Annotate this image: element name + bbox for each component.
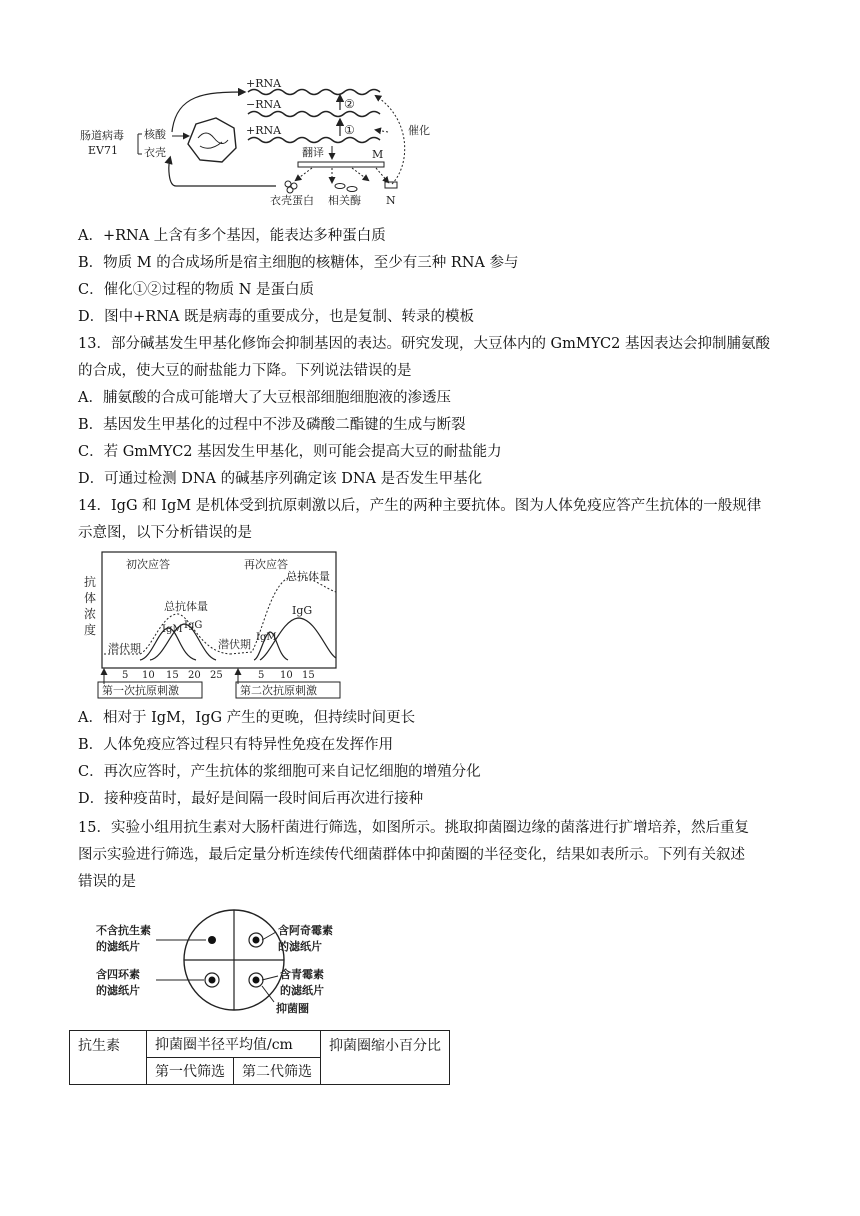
tick1-15: 15	[166, 670, 179, 681]
phase-secondary: 再次应答	[244, 558, 288, 571]
q14-stem-line1: 14．IgG 和 IgM 是机体受到抗原刺激以后，产生的两种主要抗体。图为人体免疫应答产生抗体的一般规律	[78, 498, 762, 514]
antibody-chart	[80, 548, 342, 700]
q13-option-a: A．脯氨酸的合成可能增大了大豆根部细胞细胞液的渗透压	[78, 390, 451, 406]
igg-label-1: IgG	[184, 620, 203, 631]
label-no-antibiotic-2: 的滤纸片	[96, 940, 140, 953]
label-minus-rna: −RNA	[246, 98, 282, 111]
label-capsid: 衣壳	[144, 146, 166, 159]
label-azithromycin-2: 的滤纸片	[278, 940, 322, 953]
label-enzyme: 相关酶	[328, 194, 361, 207]
virus-label-line1: 肠道病毒	[80, 129, 124, 142]
phase-primary: 初次应答	[126, 558, 170, 571]
stim-label-1: 第一次抗原刺激	[102, 684, 179, 697]
th-shrink: 抑菌圈缩小百分比	[321, 1031, 450, 1085]
q14-option-b: B．人体免疫应答过程只有特异性免疫在发挥作用	[78, 737, 394, 753]
tick1-20: 20	[188, 670, 201, 681]
disc-tetracycline	[209, 977, 216, 984]
q14-stem-line2: 示意图，以下分析错误的是	[78, 525, 252, 541]
q15-stem-line3: 错误的是	[78, 874, 136, 890]
ev71-diagram	[76, 74, 436, 214]
th-gen2: 第二代筛选	[234, 1058, 321, 1085]
ylabel-1: 抗	[84, 575, 97, 589]
igm-label-1: IgM	[162, 624, 183, 635]
ylabel-2: 体	[84, 591, 97, 605]
label-inhibition-zone: 抑菌圈	[276, 1002, 309, 1015]
stim-label-2: 第二次抗原刺激	[240, 684, 317, 697]
label-plus-rna-top: +RNA	[246, 77, 282, 90]
label-azithromycin-1: 含阿奇霉素	[278, 924, 333, 937]
rna-wave-mid	[248, 138, 380, 143]
q15-stem-line1: 15．实验小组用抗生素对大肠杆菌进行筛选，如图所示。挑取抑菌圈边缘的菌落进行扩增培养，然后重复	[78, 820, 749, 836]
label-penicillin-2: 的滤纸片	[280, 984, 324, 997]
q13-stem-line2: 的合成，使大豆的耐盐能力下降。下列说法错误的是	[78, 363, 412, 379]
tick1-25: 25	[210, 670, 223, 681]
label-tetracycline-2: 的滤纸片	[96, 984, 140, 997]
tick2-5: 5	[258, 670, 265, 681]
label-capsid-protein: 衣壳蛋白	[270, 194, 314, 207]
th-radius: 抑菌圈半径平均值/cm	[147, 1031, 321, 1058]
q12-option-b: B．物质 M 的合成场所是宿主细胞的核糖体，至少有三种 RNA 参与	[78, 255, 519, 271]
q15-stem-line2: 图示实验进行筛选，最后定量分析连续传代细菌群体中抑菌圈的半径变化，结果如表所示。下列有关叙述	[78, 847, 745, 863]
th-gen1: 第一代筛选	[147, 1058, 234, 1085]
label-tetracycline-1: 含四环素	[96, 968, 140, 981]
petri-dish-diagram	[94, 906, 364, 1018]
disc-no-antibiotic	[208, 936, 216, 944]
label-m: M	[372, 148, 384, 161]
q13-stem-line1: 13．部分碱基发生甲基化修饰会抑制基因的表达。研究发现，大豆体内的 GmMYC2 基因表达会抑制脯氨酸	[78, 336, 770, 352]
curve-igg-1	[150, 624, 216, 660]
q12-option-d: D．图中+RNA 既是病毒的重要成分，也是复制、转录的模板	[78, 309, 474, 325]
label-penicillin-1: 含青霉素	[280, 968, 324, 981]
q14-option-d: D．接种疫苗时，最好是间隔一段时间后再次进行接种	[78, 791, 424, 807]
disc-azithromycin	[253, 937, 260, 944]
step-1-label: ①	[344, 123, 355, 137]
q13-option-c: C．若 GmMYC2 基因发生甲基化，则可能会提高大豆的耐盐能力	[78, 444, 502, 460]
latent-label-1: 潜伏期	[108, 642, 141, 655]
virus-particle-icon	[188, 118, 236, 162]
q14-option-a: A．相对于 IgM，IgG 产生的更晚，但持续时间更长	[78, 710, 416, 726]
polypeptide-m	[298, 162, 384, 167]
label-n: N	[386, 194, 396, 207]
substance-n-icon	[385, 182, 397, 188]
disc-penicillin	[253, 977, 260, 984]
label-translate: 翻译	[302, 146, 324, 159]
igg-label-2: IgG	[292, 604, 313, 617]
tick2-15: 15	[302, 670, 315, 681]
total-label-1: 总抗体量	[164, 600, 208, 613]
q15-results-table	[69, 1030, 450, 1085]
label-catalysis-1: 催化	[408, 124, 430, 137]
q12-option-a: A．+RNA 上含有多个基因，能表达多种蛋白质	[78, 228, 386, 244]
latent-label-2: 潜伏期	[218, 638, 251, 651]
ylabel-4: 度	[84, 623, 97, 637]
step-2-label: ②	[344, 97, 355, 111]
tick1-10: 10	[142, 670, 155, 681]
total-label-2: 总抗体量	[286, 570, 330, 583]
igm-label-2: IgM	[256, 632, 277, 643]
th-antibiotic: 抗生素	[70, 1031, 147, 1085]
label-plus-rna-mid: +RNA	[246, 124, 282, 137]
q13-option-d: D．可通过检测 DNA 的碱基序列确定该 DNA 是否发生甲基化	[78, 471, 483, 487]
q13-option-b: B．基因发生甲基化的过程中不涉及磷酸二酯键的生成与断裂	[78, 417, 466, 433]
q14-option-c: C．再次应答时，产生抗体的浆细胞可来自记忆细胞的增殖分化	[78, 764, 481, 780]
tick1-5: 5	[122, 670, 129, 681]
label-nucleic: 核酸	[144, 128, 166, 141]
virus-label-line2: EV71	[88, 144, 118, 157]
label-no-antibiotic-1: 不含抗生素	[96, 924, 151, 937]
ylabel-3: 浓	[84, 607, 97, 621]
q12-option-c: C．催化①②过程的物质 N 是蛋白质	[78, 282, 314, 298]
tick2-10: 10	[280, 670, 293, 681]
rna-wave-minus	[248, 112, 380, 117]
rna-wave-top	[248, 90, 380, 95]
